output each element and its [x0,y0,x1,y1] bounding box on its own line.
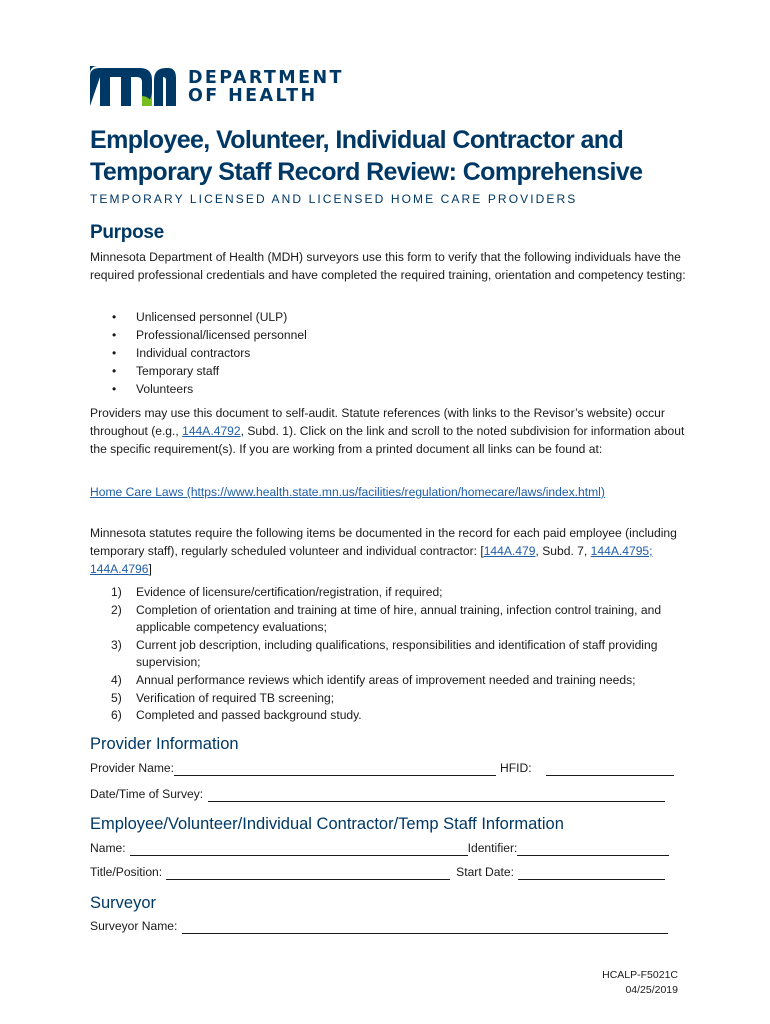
laws-link-paragraph [90,483,690,501]
requirements-list [90,584,690,725]
list-item: • Individual contractors [90,344,307,362]
statutes-text-1: Minnesota statutes require the following items be documented in the record for each paid employee (including temporary staff), regularly scheduled volunteer and individual contractor: [ [90,526,677,558]
employee-name-field[interactable] [130,842,468,856]
list-number: 2) [111,602,122,617]
surveyor-name-label: Surveyor Name: [90,919,178,933]
list-item [90,602,690,637]
statute-link-144a479[interactable]: 144A.479 [483,544,536,558]
list-number: 1) [111,585,122,599]
hfid-field[interactable] [546,762,674,776]
list-item [90,690,690,708]
employee-info-heading: Employee/Volunteer/Individual Contractor/Temp Staff Information [90,815,564,833]
logo-line-2: OF HEALTH [188,86,318,106]
mn-logo-icon [90,66,176,108]
survey-date-row [90,786,665,802]
purpose-heading: Purpose [90,222,164,243]
self-audit-paragraph [90,404,690,458]
statute-link-144a4795[interactable]: 144A.4795; 144A.4796 [90,544,653,576]
identifier-field[interactable] [517,842,669,856]
statutes-paragraph [90,524,690,578]
list-number: 5) [111,690,122,705]
purpose-intro: Minnesota Department of Health (MDH) surveyors use this form to verify that the following individuals have the required professional credentials and have completed the required training, orientation and competency testing: [90,250,686,282]
list-text: Evidence of licensure/certification/registration, if required; [136,585,443,599]
survey-date-label: Date/Time of Survey: [90,787,204,801]
list-item: • Temporary staff [90,362,307,380]
title-start-row [90,864,665,880]
list-item: • Professional/licensed personnel [90,326,307,344]
personnel-list [90,308,307,398]
logo-line-1: DEPARTMENT [188,68,344,88]
list-text: Current job description, including qualifications, responsibilities and identification of staff providing supervision; [136,637,658,670]
form-date: 04/25/2019 [625,984,678,996]
form-footer [602,968,678,998]
mdh-logo [90,66,344,108]
surveyor-name-field[interactable] [182,920,668,934]
survey-date-field[interactable] [208,788,665,802]
statutes-text-3: ] [148,562,152,576]
provider-name-label: Provider Name: [90,761,175,775]
list-text: Completed and passed background study. [136,708,362,723]
list-text: Annual performance reviews which identify areas of improvement needed and training needs; [136,672,636,687]
provider-name-field[interactable] [174,762,496,776]
list-item [90,584,690,602]
list-number: 6) [111,708,122,723]
list-item [90,707,690,725]
list-item [90,637,690,672]
statutes-text-2: , Subd. 7, [535,544,591,558]
start-date-label: Start Date: [456,865,514,879]
surveyor-heading: Surveyor [90,894,157,912]
list-item: • Unlicensed personnel (ULP) [90,308,307,326]
employee-name-label: Name: [90,841,126,855]
form-id: HCALP-F5021C [602,969,678,981]
list-item [90,672,690,690]
home-care-laws-link[interactable]: Home Care Laws (https://www.health.state.mn.us/facilities/regulation/homecare/laws/index.html) [90,485,605,499]
surveyor-name-row [90,918,668,934]
identifier-label: Identifier: [467,841,518,855]
list-number: 3) [111,637,122,652]
document-subtitle: TEMPORARY LICENSED AND LICENSED HOME CARE PROVIDERS [90,192,578,206]
self-audit-text-2: , Subd. 1). Click on the link and scroll to the noted subdivision for information about the specific requirement(s). If you are working from a printed document all links can be found at: [90,424,685,456]
list-number: 4) [111,672,122,687]
document-title: Employee, Volunteer, Individual Contractor and Temporary Staff Record Review: Comprehensive [90,126,643,186]
provider-name-row [90,760,674,776]
statute-link-144a4792[interactable]: 144A.4792 [182,424,241,438]
start-date-field[interactable] [518,866,665,880]
hfid-label: HFID: [500,761,532,775]
list-item: • Volunteers [90,380,307,398]
title-position-label: Title/Position: [90,865,163,879]
provider-info-heading: Provider Information [90,735,239,753]
list-text: Completion of orientation and training at time of hire, annual training, infection control training, and applicable competency evaluations; [136,602,662,635]
employee-name-row [90,840,669,856]
list-text: Verification of required TB screening; [136,690,335,705]
title-position-field[interactable] [166,866,450,880]
self-audit-text-1: Providers may use this document to self-audit. Statute references (with links to the Revisor’s website) occur throughout (e.g., [90,406,665,438]
